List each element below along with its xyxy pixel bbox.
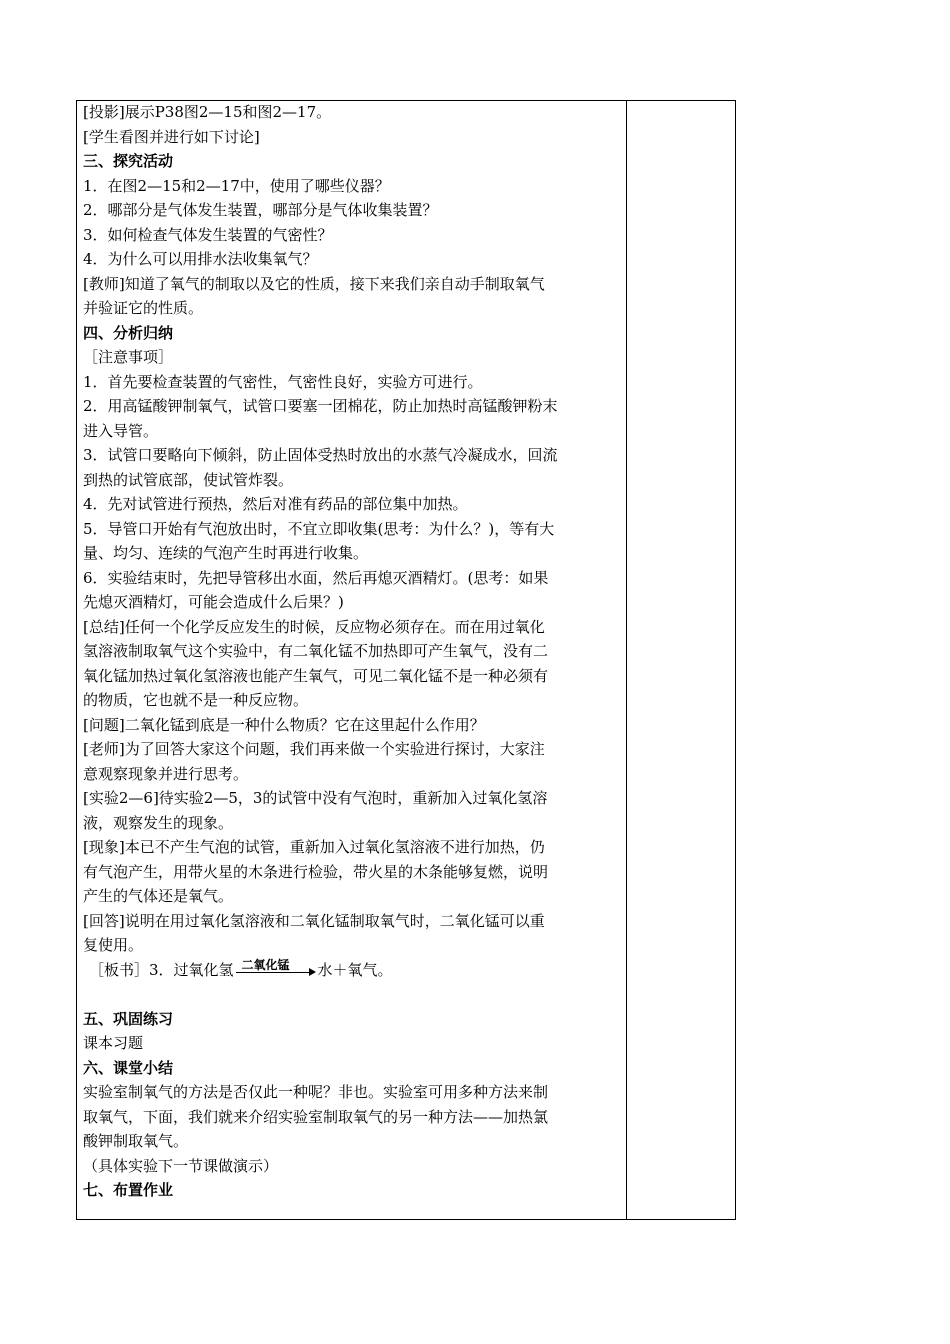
section-heading: 四、分析归纳 (83, 323, 174, 342)
section-heading: 七、布置作业 (83, 1181, 174, 1199)
text-line: 液，观察发生的现象。 (83, 813, 234, 832)
text-line: 有气泡产生，用带火星的木条进行检验，带火星的木条能够复燃，说明 (83, 862, 549, 881)
text-line: [总结]任何一个化学反应发生的时候，反应物必须存在。而在用过氧化 (83, 617, 545, 636)
text-line: [实验2—6]待实验2—5，3的试管中没有气泡时，重新加入过氧化氢溶 (83, 789, 548, 807)
text-line: 复使用。 (83, 936, 144, 954)
text-line: 实验室制氧气的方法是否仅此一种呢？非也。实验室可用多种方法来制 (83, 1083, 549, 1101)
section-heading: 六、课堂小结 (83, 1058, 174, 1077)
text-line: （具体实验下一节课做演示） (83, 1156, 279, 1175)
text-line: 先熄灭酒精灯，可能会造成什么后果？) (83, 593, 344, 611)
column-divider (626, 100, 627, 1220)
equation-catalyst: 二氧化锰 (241, 957, 290, 972)
text-line: [老师]为了回答大家这个问题，我们再来做一个实验进行探讨，大家注 (83, 740, 545, 758)
text-line: 2．哪部分是气体发生装置，哪部分是气体收集装置？ (83, 201, 438, 219)
text-line: 到热的试管底部，使试管炸裂。 (83, 470, 294, 489)
text-line: 量、均匀、连续的气泡产生时再进行收集。 (83, 544, 369, 562)
text-line: 1．在图2—15和2—17中，使用了哪些仪器？ (83, 176, 390, 195)
text-line: 意观察现象并进行思考。 (83, 764, 249, 783)
text-line: 取氧气，下面，我们就来介绍实验室制取氧气的另一种方法——加热氯 (83, 1107, 549, 1126)
text-line: 氧化锰加热过氧化氢溶液也能产生氧气，可见二氧化锰不是一种必须有 (83, 666, 549, 685)
reaction-equation (83, 958, 621, 983)
text-line: [现象]本已不产生气泡的试管，重新加入过氧化氢溶液不进行加热，仍 (83, 838, 545, 856)
text-line: 4．先对试管进行预热，然后对准有药品的部位集中加热。 (83, 495, 468, 513)
lesson-content (83, 100, 621, 1203)
blank-line (83, 982, 621, 1007)
text-line: 酸钾制取氧气。 (83, 1132, 189, 1150)
text-line: ［注意事项］ (83, 348, 174, 366)
equation-reactant: ［板书］3．过氧化氢 (89, 960, 234, 979)
text-line: 3．试管口要略向下倾斜，防止固体受热时放出的水蒸气冷凝成水，回流 (83, 446, 558, 464)
section-heading: 三、探究活动 (83, 152, 174, 170)
text-line: 进入导管。 (83, 421, 159, 440)
arrow-head-icon (309, 968, 316, 976)
text-line: 并验证它的性质。 (83, 299, 204, 317)
text-line: 5．导管口开始有气泡放出时，不宜立即收集(思考：为什么？)，等有大 (83, 519, 555, 538)
text-line: [教师]知道了氧气的制取以及它的性质，接下来我们亲自动手制取氧气 (83, 274, 545, 293)
text-line: [投影]展示P38图2—15和图2—17。 (83, 103, 332, 121)
text-line: 氢溶液制取氧气这个实验中，有二氧化锰不加热即可产生氧气，没有二 (83, 642, 549, 660)
text-line: [问题]二氧化锰到底是一种什么物质？它在这里起什么作用？ (83, 715, 485, 734)
text-line: 1．首先要检查装置的气密性，气密性良好，实验方可进行。 (83, 372, 483, 391)
text-line: 6．实验结束时，先把导管移出水面，然后再熄灭酒精灯。(思考：如果 (83, 568, 549, 587)
text-line: [回答]说明在用过氧化氢溶液和二氧化锰制取氧气时，二氧化锰可以重 (83, 911, 545, 930)
text-line: 课本习题 (83, 1034, 144, 1052)
reaction-arrow (236, 959, 316, 979)
text-line: [学生看图并进行如下讨论] (83, 127, 260, 146)
text-line: 的物质，它也就不是一种反应物。 (83, 691, 309, 709)
text-line: 2．用高锰酸钾制氧气，试管口要塞一团棉花，防止加热时高锰酸钾粉末 (83, 397, 558, 415)
arrow-line (236, 972, 314, 973)
text-line: 产生的气体还是氧气。 (83, 887, 234, 905)
text-line: 4．为什么可以用排水法收集氧气？ (83, 250, 318, 268)
equation-products: 水＋氧气。 (317, 960, 393, 979)
section-heading: 五、巩固练习 (83, 1009, 174, 1028)
text-line: 3．如何检查气体发生装置的气密性？ (83, 225, 333, 244)
